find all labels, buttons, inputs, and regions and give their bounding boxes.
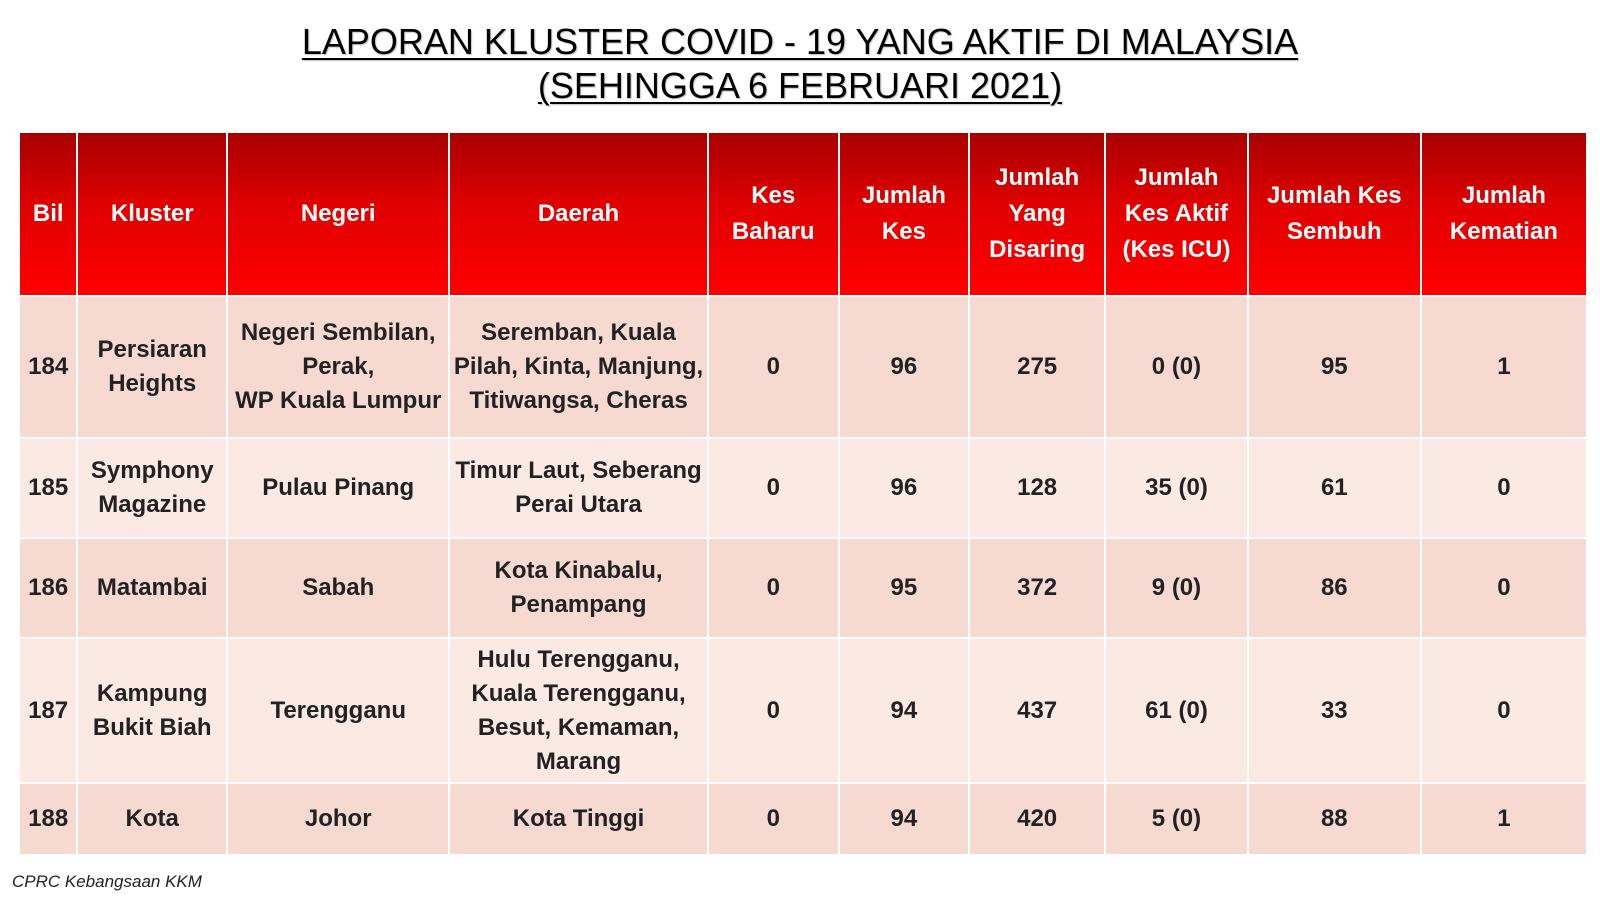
cell-sembuh: 33 xyxy=(1248,638,1421,783)
cell-jumlah-kes: 96 xyxy=(839,438,969,538)
cell-disaring: 372 xyxy=(969,538,1105,638)
cell-disaring: 275 xyxy=(969,296,1105,438)
header-jumlah-kes: Jumlah Kes xyxy=(839,132,969,296)
cell-kematian: 0 xyxy=(1421,538,1587,638)
cell-disaring: 437 xyxy=(969,638,1105,783)
cell-daerah: Kota Kinabalu, Penampang xyxy=(449,538,707,638)
header-kluster: Kluster xyxy=(77,132,227,296)
source-footer: CPRC Kebangsaan KKM xyxy=(12,872,202,891)
table-row xyxy=(19,783,1587,855)
title-line-1: LAPORAN KLUSTER COVID - 19 YANG AKTIF DI MALAYSIA xyxy=(301,21,1299,62)
header-kes-baharu: Kes Baharu xyxy=(708,132,839,296)
cell-kluster: Kota xyxy=(77,783,227,855)
table-row xyxy=(19,538,1587,638)
table-row xyxy=(19,638,1587,783)
cell-kematian: 0 xyxy=(1421,638,1587,783)
cell-negeri: Pulau Pinang xyxy=(227,438,449,538)
header-jumlah-kes-aktif: Jumlah Kes Aktif (Kes ICU) xyxy=(1105,132,1247,296)
header-jumlah-kematian: Jumlah Kematian xyxy=(1421,132,1587,296)
table-row xyxy=(19,438,1587,538)
header-jumlah-disaring: Jumlah Yang Disaring xyxy=(969,132,1105,296)
cell-aktif: 5 (0) xyxy=(1105,783,1247,855)
cell-kluster: Symphony Magazine xyxy=(77,438,227,538)
table-row xyxy=(19,296,1587,438)
cell-daerah: Hulu Terengganu, Kuala Terengganu, Besut, Kemaman, Marang xyxy=(449,638,707,783)
cell-bil: 186 xyxy=(19,538,77,638)
table-header-row xyxy=(19,132,1587,296)
cell-kematian: 1 xyxy=(1421,783,1587,855)
cell-negeri: Negeri Sembilan, Perak, WP Kuala Lumpur xyxy=(227,296,449,438)
cell-kes-baharu: 0 xyxy=(708,783,839,855)
cell-daerah: Seremban, Kuala Pilah, Kinta, Manjung, Titiwangsa, Cheras xyxy=(449,296,707,438)
cell-aktif: 0 (0) xyxy=(1105,296,1247,438)
title-line-2: (SEHINGGA 6 FEBRUARI 2021) xyxy=(537,65,1063,106)
cell-jumlah-kes: 94 xyxy=(839,783,969,855)
cell-kes-baharu: 0 xyxy=(708,438,839,538)
header-negeri: Negeri xyxy=(227,132,449,296)
cell-kluster: Kampung Bukit Biah xyxy=(77,638,227,783)
cell-aktif: 9 (0) xyxy=(1105,538,1247,638)
cell-bil: 184 xyxy=(19,296,77,438)
cell-sembuh: 86 xyxy=(1248,538,1421,638)
cell-kes-baharu: 0 xyxy=(708,638,839,783)
cell-kematian: 0 xyxy=(1421,438,1587,538)
cell-kluster: Persiaran Heights xyxy=(77,296,227,438)
cell-kematian: 1 xyxy=(1421,296,1587,438)
page-title xyxy=(0,20,1600,108)
cell-negeri: Johor xyxy=(227,783,449,855)
cell-sembuh: 95 xyxy=(1248,296,1421,438)
cell-negeri: Terengganu xyxy=(227,638,449,783)
cell-disaring: 420 xyxy=(969,783,1105,855)
header-daerah: Daerah xyxy=(449,132,707,296)
cell-jumlah-kes: 94 xyxy=(839,638,969,783)
cell-jumlah-kes: 95 xyxy=(839,538,969,638)
cell-daerah: Kota Tinggi xyxy=(449,783,707,855)
header-jumlah-kes-sembuh: Jumlah Kes Sembuh xyxy=(1248,132,1421,296)
cell-sembuh: 88 xyxy=(1248,783,1421,855)
cell-daerah: Timur Laut, Seberang Perai Utara xyxy=(449,438,707,538)
cell-bil: 187 xyxy=(19,638,77,783)
cell-sembuh: 61 xyxy=(1248,438,1421,538)
cell-aktif: 61 (0) xyxy=(1105,638,1247,783)
header-bil: Bil xyxy=(19,132,77,296)
cell-bil: 188 xyxy=(19,783,77,855)
cell-kluster: Matambai xyxy=(77,538,227,638)
cell-aktif: 35 (0) xyxy=(1105,438,1247,538)
cell-kes-baharu: 0 xyxy=(708,296,839,438)
cell-negeri: Sabah xyxy=(227,538,449,638)
cell-bil: 185 xyxy=(19,438,77,538)
cell-kes-baharu: 0 xyxy=(708,538,839,638)
cell-disaring: 128 xyxy=(969,438,1105,538)
cell-jumlah-kes: 96 xyxy=(839,296,969,438)
cluster-table xyxy=(18,131,1588,856)
